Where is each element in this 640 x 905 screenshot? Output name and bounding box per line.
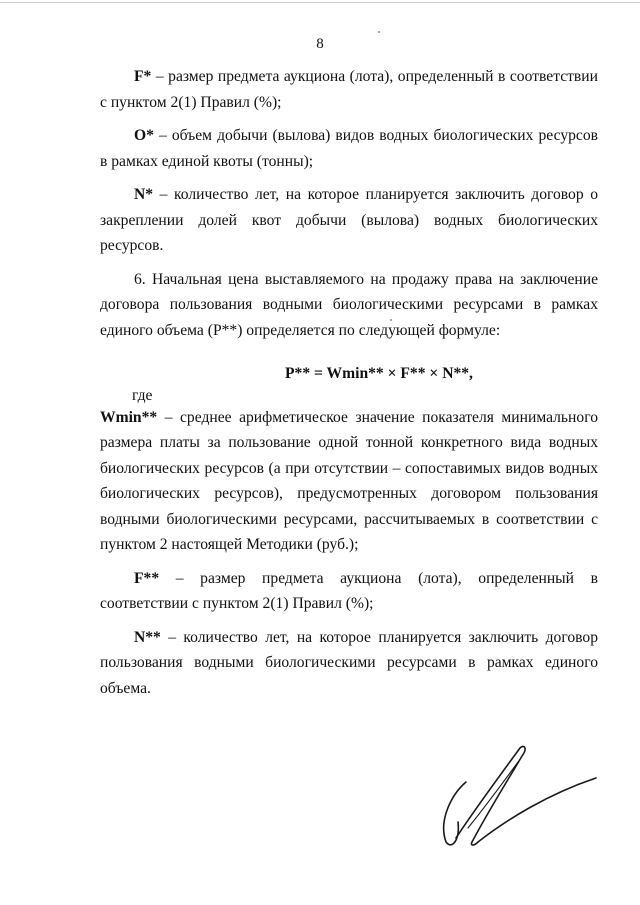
page-number: 8: [316, 36, 324, 52]
where-label: где: [132, 386, 153, 404]
term: N*: [134, 186, 154, 203]
definition-n-double-star: [100, 625, 598, 702]
formula: P** = Wmin** × F** × N**,: [285, 365, 473, 382]
definition-f-double-star: [100, 566, 598, 617]
definition-text: – размер предмета аукциона (лота), определенный в соответствии с пунктом 2(1) Правил (%);: [100, 569, 598, 612]
definition-text: – количество лет, на которое планируется заключить договор пользования водными биологическими ресурсами в рамках единого объема.: [100, 628, 598, 697]
handwritten-signature: [428, 742, 598, 852]
term: O*: [134, 127, 154, 144]
document-body: [100, 64, 598, 709]
definition-n-star: [100, 182, 598, 259]
paragraph-6: 6. Начальная цена выставляемого на продажу права на заключение договора пользования водными биологическими ресурсами в рамках единого объема (P**) определяется по следующей формуле:: [100, 270, 598, 339]
definition-o-star: [100, 123, 598, 174]
definition-wmin: [100, 405, 598, 558]
definition-text: – объем добычи (вылова) видов водных биологических ресурсов в рамках единой квоты (тонны);: [100, 127, 598, 170]
definition-f-star: [100, 64, 598, 115]
term: Wmin**: [100, 408, 158, 426]
term: F*: [134, 68, 152, 85]
scan-speck: [378, 31, 380, 33]
definition-text: – количество лет, на которое планируется заключить договор о закреплении долей квот добычи (вылова) водных биологических ресурсов.: [100, 186, 598, 254]
definition-text: – размер предмета аукциона (лота), определенный в соответствии с пунктом 2(1) Правил (%);: [100, 68, 598, 111]
scan-top-border: [0, 2, 640, 3]
term: F**: [134, 569, 160, 587]
term: N**: [134, 628, 161, 646]
definition-text: – среднее арифметическое значение показателя минимального размера платы за пользование одной тонной конкретного вида водных биологических ресурсов (а при отсутствии – сопоставимых видов водных биологических ресурсов), предусмотренных договором пользования водными биологическими ресурсами, рассчитываемых в соответствии с пунктом 2 настоящей Методики (руб.);: [100, 408, 598, 553]
